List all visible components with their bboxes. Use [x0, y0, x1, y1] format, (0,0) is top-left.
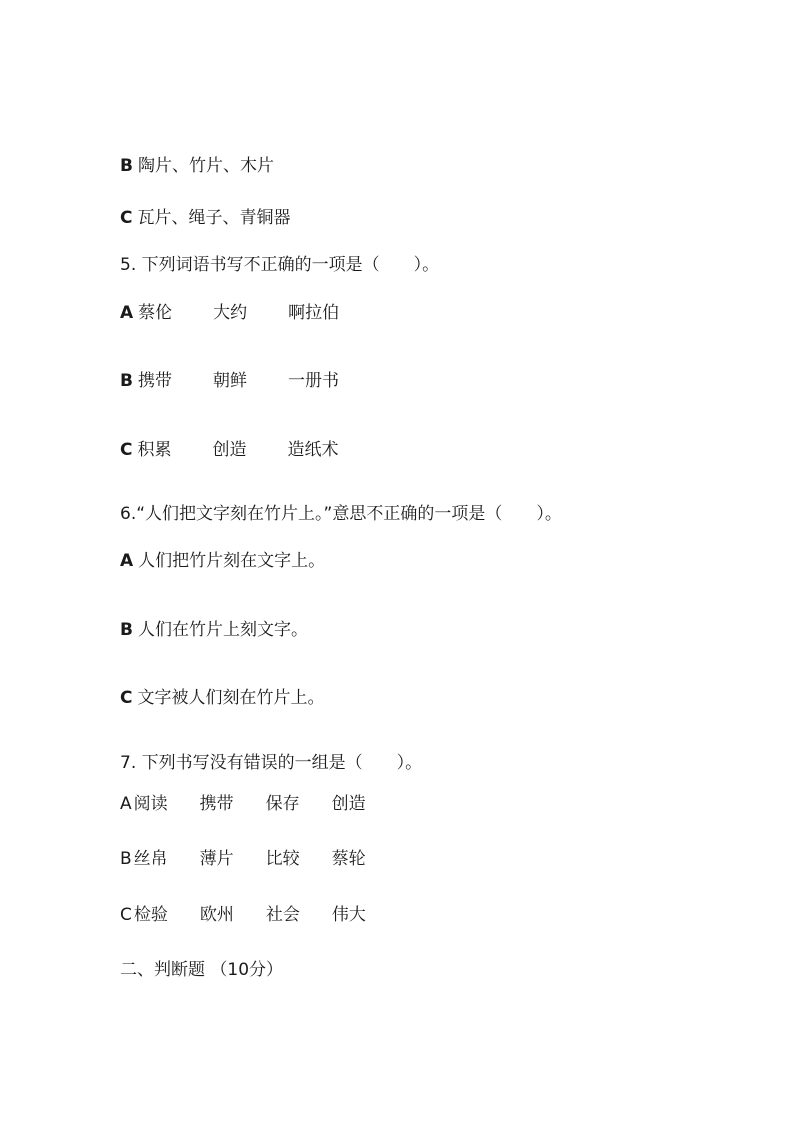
q6-option-b: [120, 619, 308, 641]
option-text: 瓦片、绳子、青铜器: [137, 208, 291, 228]
word: 朝鲜: [212, 371, 247, 391]
option-label: A: [120, 303, 134, 323]
word: 大约: [213, 303, 248, 323]
word: 创造: [331, 794, 366, 814]
word: 薄片: [199, 849, 234, 869]
word: 保存: [265, 794, 300, 814]
q4-option-c: [120, 207, 290, 229]
q7-option-c: [120, 904, 366, 926]
q5-option-b: [120, 370, 339, 392]
option-label: C: [120, 688, 133, 708]
option-label: C: [120, 440, 133, 460]
option-text: 陶片、竹片、木片: [137, 156, 274, 176]
word: 造纸术: [287, 440, 339, 460]
option-label: A: [120, 551, 134, 571]
word: 积累: [137, 440, 172, 460]
word: 阅读: [133, 794, 168, 814]
q7-option-b: [120, 848, 366, 870]
word: 蔡轮: [331, 849, 366, 869]
option-label: C: [120, 905, 132, 925]
option-label: A: [120, 794, 132, 814]
option-text: 人们在竹片上刻文字。: [137, 620, 308, 640]
word: 携带: [199, 794, 234, 814]
option-label: B: [120, 620, 133, 640]
q6-option-c: [120, 687, 324, 709]
option-label: B: [120, 156, 133, 176]
q7-option-a: [120, 793, 366, 815]
word: 丝帛: [133, 849, 168, 869]
word: 欧州: [199, 905, 234, 925]
word: 伟大: [331, 905, 366, 925]
q5-option-c: [120, 439, 338, 461]
q5-question: 5. 下列词语书写不正确的一项是（ ）。: [120, 255, 440, 275]
word: 一册书: [287, 371, 339, 391]
option-label: B: [120, 371, 133, 391]
q6-option-a: [120, 550, 325, 572]
word: 比较: [265, 849, 300, 869]
word: 携带: [137, 371, 172, 391]
word: 检验: [133, 905, 168, 925]
q5-option-a: [120, 302, 339, 324]
option-label: C: [120, 208, 133, 228]
q4-option-b: [120, 155, 274, 177]
word: 啊拉伯: [288, 303, 340, 323]
word: 创造: [212, 440, 247, 460]
section-heading: 二、判断题 （10分）: [120, 960, 284, 980]
option-label: B: [120, 849, 132, 869]
word: 社会: [265, 905, 300, 925]
q7-question: 7. 下列书写没有错误的一组是（ ）。: [120, 753, 423, 773]
option-text: 人们把竹片刻在文字上。: [138, 551, 326, 571]
q6-question: 6.“人们把文字刻在竹片上。”意思不正确的一项是（ ）。: [120, 504, 562, 524]
word: 蔡伦: [138, 303, 173, 323]
option-text: 文字被人们刻在竹片上。: [137, 688, 325, 708]
